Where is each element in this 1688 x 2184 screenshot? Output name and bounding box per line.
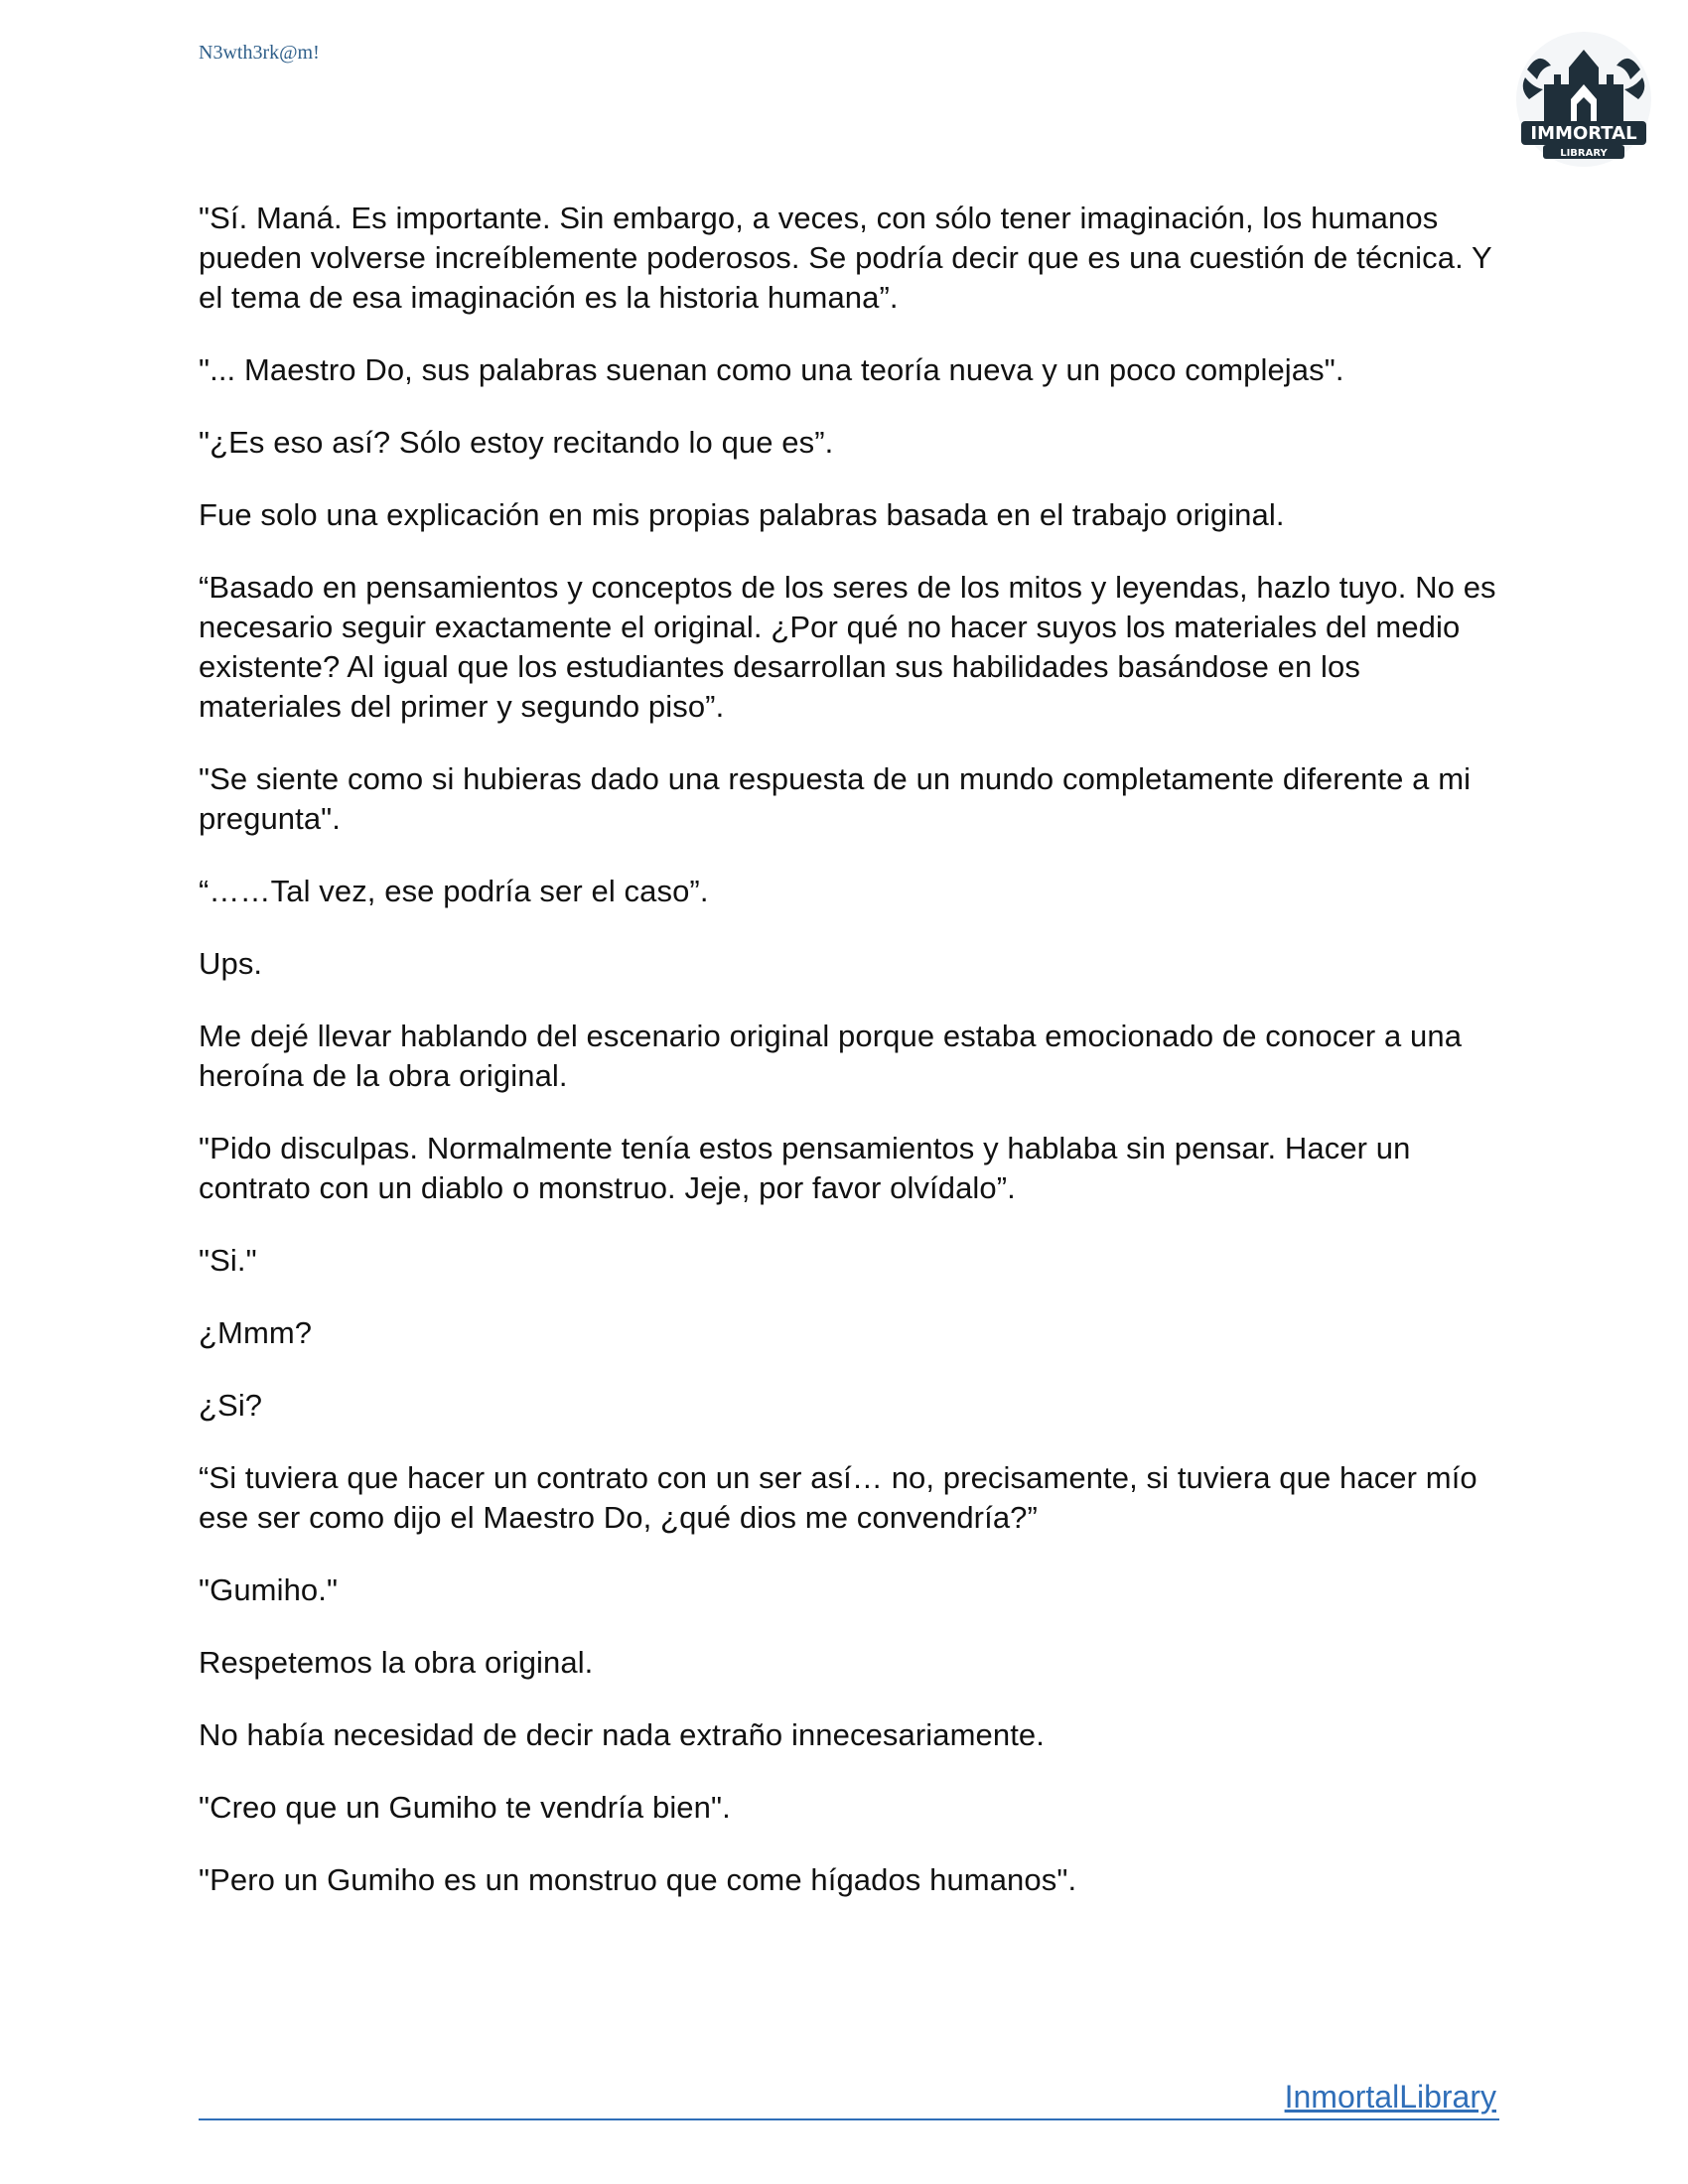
paragraph: “Si tuviera que hacer un contrato con un ser así… no, precisamente, si tuviera que hacer mío ese ser como dijo el Maestro Do, ¿qué dios me convendría?”	[199, 1460, 1477, 1535]
paragraph: "Gumiho."	[199, 1572, 339, 1607]
paragraph: "Creo que un Gumiho te vendría bien".	[199, 1790, 731, 1825]
logo-text-bottom: LIBRARY	[1560, 148, 1608, 159]
footer-link[interactable]: InmortalLibrary	[1284, 2079, 1496, 2115]
footer-divider	[199, 2118, 1499, 2120]
document-body	[199, 199, 1499, 1933]
paragraph: "... Maestro Do, sus palabras suenan como una teoría nueva y un poco complejas".	[199, 352, 1344, 387]
immortal-library-logo	[1509, 30, 1658, 169]
paragraph: "Pido disculpas. Normalmente tenía estos pensamientos y hablaba sin pensar. Hacer un contrato con un diablo o monstruo. Jeje, por favor olvídalo”.	[199, 1131, 1411, 1205]
paragraph: No había necesidad de decir nada extraño innecesariamente.	[199, 1717, 1045, 1752]
paragraph: "Se siente como si hubieras dado una respuesta de un mundo completamente diferente a mi pregunta".	[199, 761, 1472, 836]
paragraph: Respetemos la obra original.	[199, 1645, 594, 1680]
paragraph: ¿Si?	[199, 1388, 263, 1423]
paragraph: "¿Es eso así? Sólo estoy recitando lo que es”.	[199, 425, 834, 460]
logo-text-top: IMMORTAL	[1530, 123, 1637, 144]
paragraph: "Pero un Gumiho es un monstruo que come hígados humanos".	[199, 1862, 1077, 1897]
paragraph: “……Tal vez, ese podría ser el caso”.	[199, 874, 709, 908]
header-tag: N3wth3rk@m!	[199, 42, 320, 64]
paragraph: "Sí. Maná. Es importante. Sin embargo, a veces, con sólo tener imaginación, los humanos pueden volverse increíblemente poderosos. Se podría decir que es una cuestión de técnica. Y el tema de esa imaginación es la historia humana”.	[199, 201, 1492, 315]
paragraph: Fue solo una explicación en mis propias palabras basada en el trabajo original.	[199, 497, 1285, 532]
paragraph: “Basado en pensamientos y conceptos de los seres de los mitos y leyendas, hazlo tuyo. No es necesario seguir exactamente el original. ¿Por qué no hacer suyos los materiales del medio existente? Al igual que los estudiantes desarrollan sus habilidades basándose en los materiales del primer y segundo piso”.	[199, 570, 1496, 724]
paragraph: ¿Mmm?	[199, 1315, 313, 1350]
paragraph: Ups.	[199, 946, 263, 981]
paragraph: Me dejé llevar hablando del escenario original porque estaba emocionado de conocer a una heroína de la obra original.	[199, 1019, 1463, 1093]
paragraph: "Si."	[199, 1243, 257, 1278]
